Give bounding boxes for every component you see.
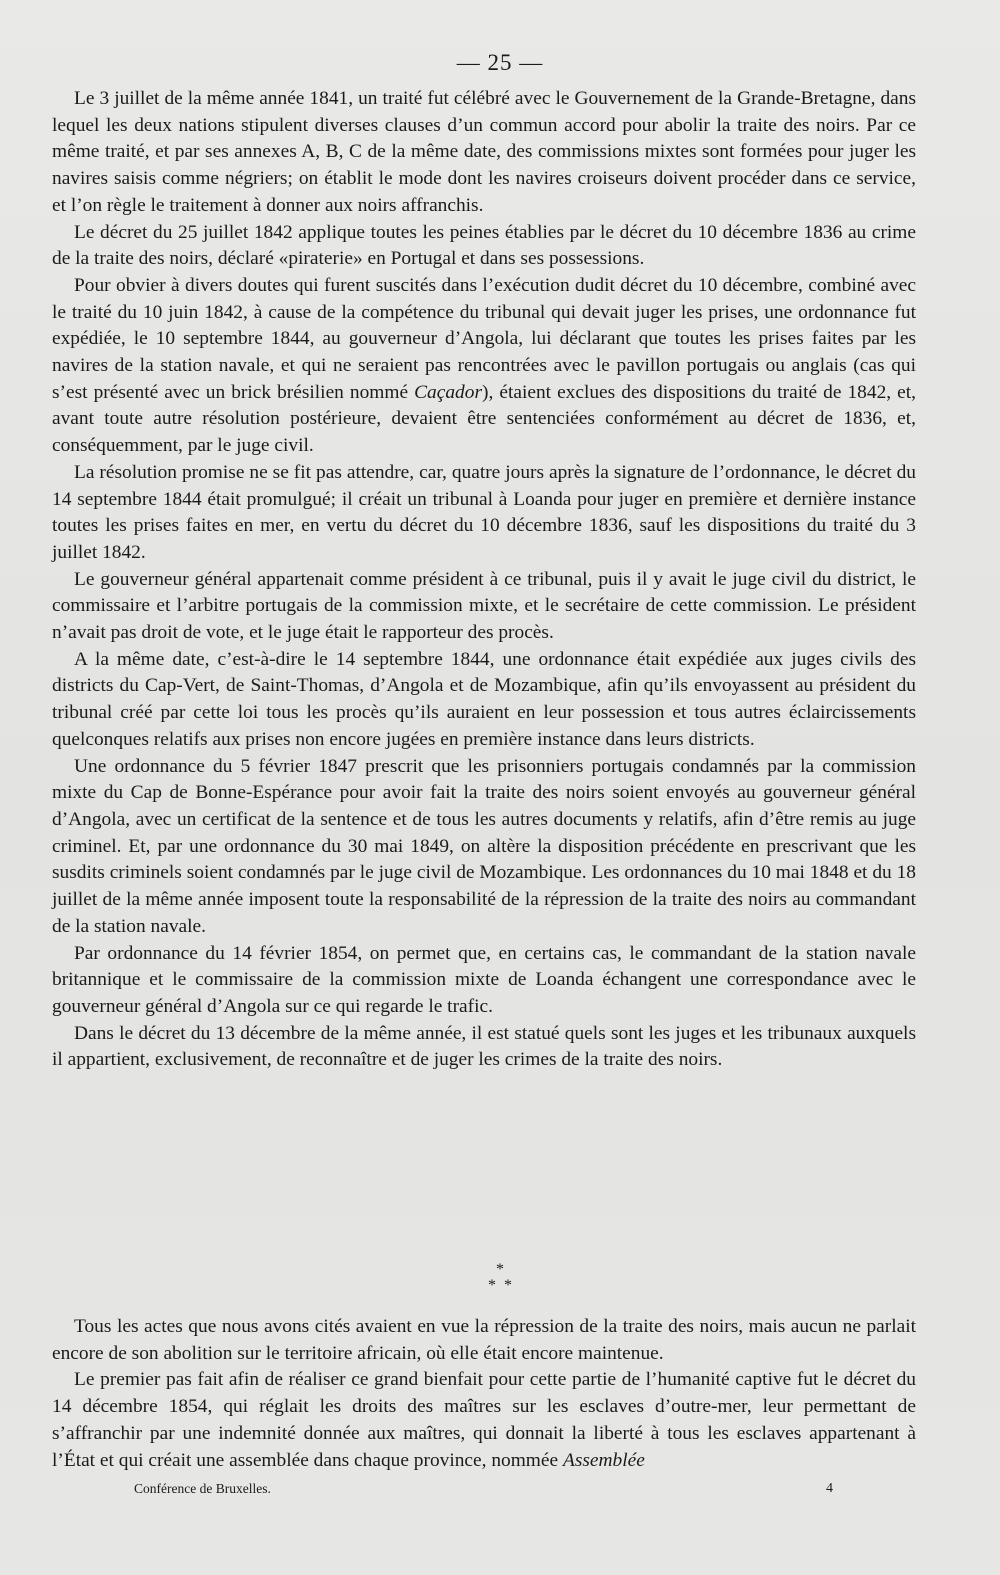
separator-asterisk-bottom: **	[488, 1277, 520, 1294]
paragraph-text: Pour obvier à divers doutes qui furent suscités dans l’exécution dudit décret du 10 décembre, combiné avec le traité du 10 juin 1842, à cause de la compétence du tribunal qui devait juger les prises, une ordonnance fut expédiée, le 10 septembre 1844, au gouverneur d’Angola, lui déclarant que toutes les prises faites par les navires de la station navale, et qui ne seraient pas rencontrées avec le pavillon portugais ou anglais (cas qui s’est présenté avec un brick brésilien nommé	[52, 274, 916, 403]
section-separator	[0, 1262, 1000, 1294]
ship-name: Caçador	[414, 381, 482, 403]
separator-asterisk-top: *	[496, 1261, 504, 1278]
paragraph: Dans le décret du 13 décembre de la même année, il est statué quels sont les juges et les tribunaux auxquels il appartient, exclusivement, de reconnaître et de juger les crimes de la traite des noirs.	[52, 1022, 916, 1071]
paragraph: A la même date, c’est-à-dire le 14 septembre 1844, une ordonnance était expédiée aux juges civils des districts du Cap-Vert, de Saint-Thomas, d’Angola et de Mozambique, afin qu’ils envoyassent au président du tribunal créé par cette loi tous les procès qu’ils auraient en leur possession et tous autres éclaircissements quelconques relatifs aux prises non encore jugées en première instance dans leurs districts.	[52, 648, 916, 750]
footer-title: Conférence de Bruxelles.	[134, 1481, 271, 1496]
paragraph-text: ), étaient exclues des dispositions du traité de 1842, et, avant toute autre résolution postérieure, devaient être sentenciées conformément au décret de 1836, et, conséquemment, par le juge civil.	[52, 381, 917, 457]
continued-text-block	[52, 1314, 916, 1474]
paragraph: Par ordonnance du 14 février 1854, on permet que, en certains cas, le commandant de la station navale britannique et le commissaire de la commission mixte de Loanda échangent une correspondance avec le gouverneur général d’Angola sur ce qui regarde le trafic.	[52, 942, 916, 1017]
paragraph: Le décret du 25 juillet 1842 applique toutes les peines établies par le décret du 10 décembre 1836 au crime de la traite des noirs, déclaré «piraterie» en Portugal et dans ses possessions.	[52, 221, 916, 270]
paragraph: Le gouverneur général appartenait comme président à ce tribunal, puis il y avait le juge civil du district, le commissaire et l’arbitre portugais de la commission mixte, et le secrétaire de cette commission. Le président n’avait pas droit de vote, et le juge était le rapporteur des procès.	[52, 568, 916, 644]
paragraph: Le 3 juillet de la même année 1841, un traité fut célébré avec le Gouvernement de la Grande-Bretagne, dans lequel les deux nations stipulent diverses clauses d’un commun accord pour abolir la traite des noirs. Par ce même traité, et par ses annexes A, B, C de la même date, des commissions mixtes sont formées pour juger les navires saisis comme négriers; on établit le mode dont les navires croiseurs doivent procéder dans ce service, et l’on règle le traitement à donner aux noirs affranchis.	[52, 88, 916, 216]
italic-term: Assemblée	[562, 1449, 645, 1471]
paragraph-text: Le premier pas fait afin de réaliser ce grand bienfait pour cette partie de l’humanité captive fut le décret du 14 décembre 1854, qui réglait les droits des maîtres sur les esclaves d’outre-mer, leur permettant de s’affranchir par une indemnité donnée aux maîtres, qui donnait la liberté à tous les esclaves appartenant à l’État et qui créait une assemblée dans chaque province, nommée	[52, 1369, 916, 1471]
paragraph: Tous les actes que nous avons cités avaient en vue la répression de la traite des noirs, mais aucun ne parlait encore de son abolition sur le territoire africain, où elle était encore maintenue.	[52, 1316, 916, 1364]
paragraph: La résolution promise ne se fit pas attendre, car, quatre jours après la signature de l’ordonnance, le décret du 14 septembre 1844 était promulgué; il créait un tribunal à Loanda pour juger en première et dernière instance toutes les prises faites en mer, en vertu du décret du 10 décembre 1836, sauf les dispositions du traité du 3 juillet 1842.	[52, 461, 916, 563]
paragraph	[52, 273, 916, 460]
signature-mark: 4	[826, 1481, 833, 1496]
paragraph: Une ordonnance du 5 février 1847 prescrit que les prisonniers portugais condamnés par la commission mixte du Cap de Bonne-Espérance pour avoir fait la traite des noirs soient envoyés au gouverneur général d’Angola, avec un certificat de la sentence et de tous les autres documents y relatifs, afin d’être remis au juge criminel. Et, par une ordonnance du 30 mai 1849, on altère la disposition précédente en prescrivant que les susdits criminels soient condamnés par le juge civil de Mozambique. Les ordonnances du 10 mai 1848 et du 18 juillet de la même année imposent toute la responsabilité de la répression de la traite des noirs au commandant de la station navale.	[52, 755, 916, 937]
page-number: — 25 —	[456, 50, 544, 75]
main-text-block	[52, 86, 916, 1074]
paragraph	[52, 1367, 916, 1474]
